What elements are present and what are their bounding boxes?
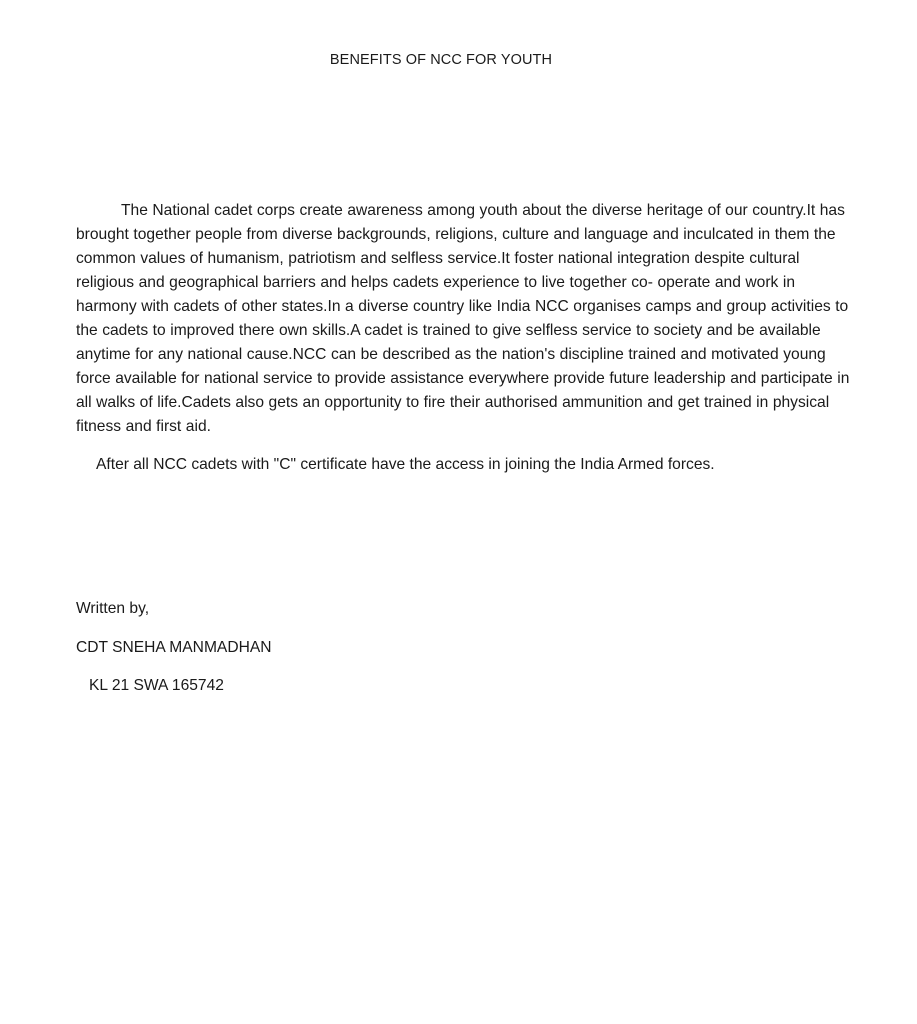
signature-label: Written by,	[76, 600, 150, 617]
author-registration-number: KL 21 SWA 165742	[89, 677, 224, 694]
document-title: BENEFITS OF NCC FOR YOUTH	[329, 52, 553, 68]
body-paragraph: The National cadet corps create awareness among youth about the diverse heritage of our country.It has brought together people from diverse backgrounds, religions, culture and language and inculcated in them the common values of humanism, patriotism and selfless service.It foster national integration despite cultural religious and geographical barriers and helps cadets experience to live together co- operate and work in harmony with cadets of other states.In a diverse country like India NCC organises camps and group activities to the cadets to improved there own skills.A cadet is trained to give selfless service to society and be available anytime for any national cause.NCC can be described as the nation's discipline trained and motivated young force available for national service to provide assistance everywhere provide future leadership and participate in all walks of life.Cadets also gets an opportunity to fire their authorised ammunition and get trained in physical fitness and first aid.	[76, 202, 850, 435]
author-name: CDT SNEHA MANMADHAN	[76, 639, 272, 656]
closing-paragraph: After all NCC cadets with "C" certificate have the access in joining the India Armed forces.	[96, 456, 715, 473]
